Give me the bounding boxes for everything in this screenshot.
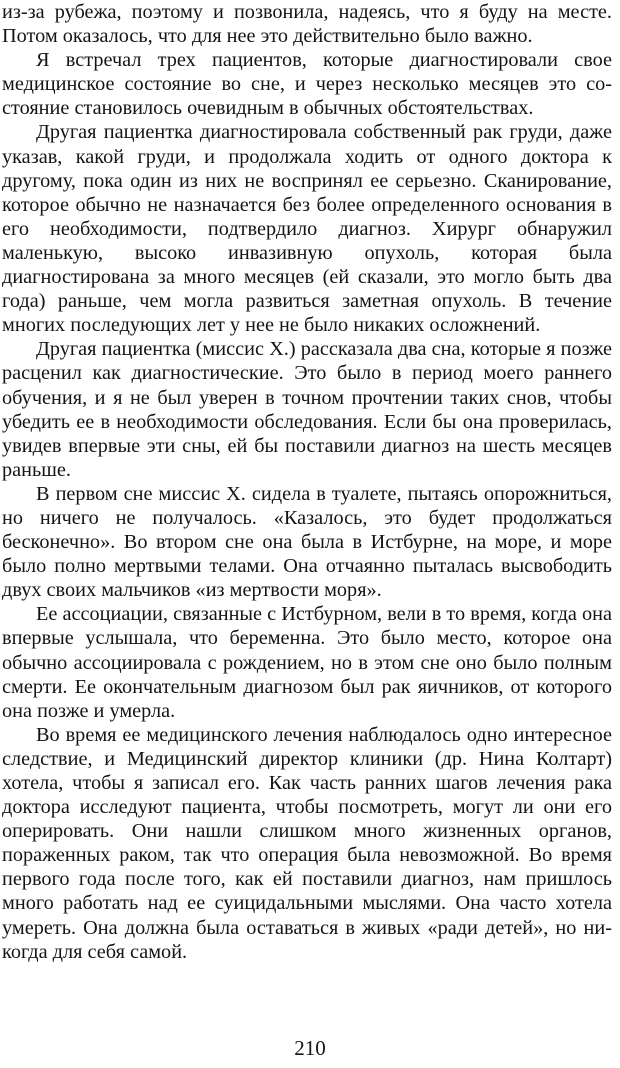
paragraph-2: Я встречал трех пациентов, которые диагностировали свое медицинское состояние во сне, и через несколько месяцев это состояние становилось очевидным в обычных обстоятельствах. <box>2 49 612 120</box>
paragraph-7: Во время ее медицинского лечения наблюдалось одно интересное следствие, и Медицинский директор клиники (др. Нина Колтарт) хотела, чтобы я записал его. Как часть ранних шагов лечения рака доктора исследуют пациента, чтобы посмотреть, могут ли они его оперировать. Они нашли слишком много жизненных органов, пораженных раком, так что операция была невозможной. Во время первого года после того, как ей поставили диагноз, нам пришлось много работать над ее суицидальными мыслями. Она часто хотела умереть. Она должна была оставаться в живых «ради детей», но никогда для себя самой. <box>2 723 612 963</box>
page-body-text <box>2 0 612 964</box>
paragraph-5: В первом сне миссис X. сидела в туалете, пытаясь опорожниться, но ничего не получалось. «Казалось, это будет продолжаться бесконечно». Во втором сне она была в Истбурне, на море, и море было полно мертвыми телами. Она отчаянно пыталась высвободить двух своих мальчиков «из мертвости моря». <box>2 482 612 602</box>
page-number: 210 <box>294 1036 326 1060</box>
paragraph-6: Ее ассоциации, связанные с Истбурном, вели в то время, когда она впервые услышала, что беременна. Это было место, которое она обычно ассоциировала с рождением, но в этом сне оно было полным смерти. Ее окончательным диагнозом был рак яичников, от которого она позже и умерла. <box>2 603 612 722</box>
paragraph-1: из-за рубежа, поэтому и позвонила, надеясь, что я буду на месте. Потом оказалось, что для нее это действительно было важно. <box>2 1 612 48</box>
paragraph-4: Другая пациентка (миссис X.) рассказала два сна, которые я позже расценил как диагностические. Это было в период моего раннего обучения, и я не был уверен в точном прочтении таких снов, чтобы убедить ее в необходимости обследования. Если бы она проверилась, увидев впервые эти сны, ей бы поставили диагноз на шесть месяцев раньше. <box>2 338 612 481</box>
paragraph-3: Другая пациентка диагностировала собственный рак груди, даже указав, какой груди, и продолжала ходить от одного доктора к другому, пока один из них не воспринял ее серьезно. Сканирование, которое обычно не назначается без более определенного основания в его необходимости, подтвердило диагноз. Хирург обнаружил маленькую, высоко инвазивную опухоль, которая была диагностирована за много месяцев (ей сказали, это могло быть два года) раньше, чем могла развиться заметная опухоль. В течение многих последующих лет у нее не было никаких осложнений. <box>2 121 612 337</box>
